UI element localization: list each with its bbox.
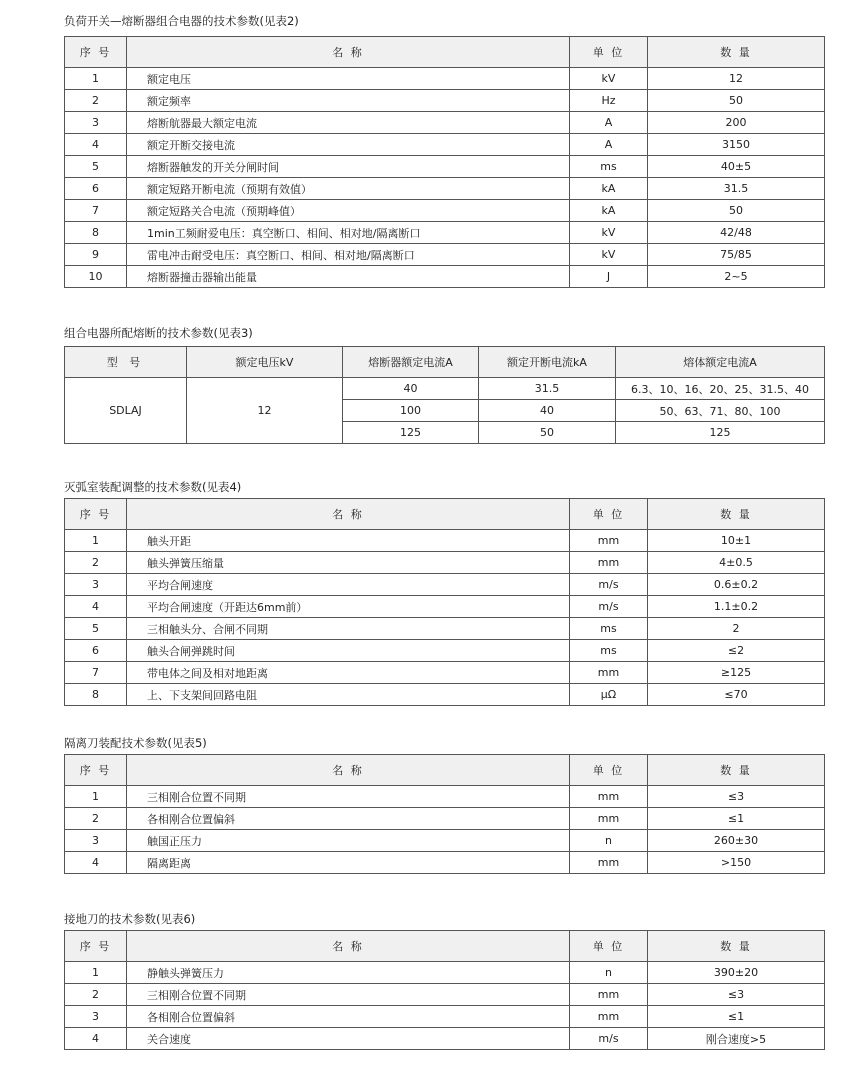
table-row — [65, 530, 825, 552]
unit-cell: m/s — [570, 574, 648, 596]
table-row — [65, 244, 825, 266]
value-cell: ≤70 — [648, 684, 825, 706]
seq-cell: 4 — [65, 134, 127, 156]
unit-cell: mm — [570, 1006, 648, 1028]
name-cell: 额定短路关合电流（预期峰值） — [127, 200, 570, 222]
value-cell: 50 — [648, 200, 825, 222]
value-cell: 0.6±0.2 — [648, 574, 825, 596]
header-melt-rated-current: 熔体额定电流A — [616, 347, 825, 378]
table5-section — [64, 736, 824, 874]
unit-cell: A — [570, 134, 648, 156]
table-row — [65, 112, 825, 134]
header-value: 数 量 — [648, 37, 825, 68]
value-cell: 刚合速度>5 — [648, 1028, 825, 1050]
header-seq: 序 号 — [65, 37, 127, 68]
table-row — [65, 90, 825, 112]
rated-voltage-cell: 12 — [187, 378, 343, 444]
unit-cell: n — [570, 962, 648, 984]
melt-rated-current-cell: 6.3、10、16、20、25、31.5、40 — [616, 378, 825, 400]
table-row — [65, 1006, 825, 1028]
table2-section — [64, 14, 824, 288]
name-cell: 关合速度 — [127, 1028, 570, 1050]
table-row — [65, 574, 825, 596]
fuse-rated-current-cell: 125 — [343, 422, 479, 444]
unit-cell: mm — [570, 808, 648, 830]
value-cell: ≤3 — [648, 984, 825, 1006]
seq-cell: 1 — [65, 962, 127, 984]
header-seq: 序 号 — [65, 931, 127, 962]
fuse-rated-current-cell: 40 — [343, 378, 479, 400]
seq-cell: 1 — [65, 68, 127, 90]
table-row — [65, 786, 825, 808]
seq-cell: 5 — [65, 156, 127, 178]
melt-rated-current-cell: 125 — [616, 422, 825, 444]
seq-cell: 2 — [65, 90, 127, 112]
value-cell: 200 — [648, 112, 825, 134]
name-cell: 触头弹簧压缩量 — [127, 552, 570, 574]
table-row — [65, 156, 825, 178]
value-cell: 50 — [648, 90, 825, 112]
seq-cell: 3 — [65, 1006, 127, 1028]
unit-cell: n — [570, 830, 648, 852]
name-cell: 额定电压 — [127, 68, 570, 90]
value-cell: 10±1 — [648, 530, 825, 552]
name-cell: 平均合闸速度（开距达6mm前） — [127, 596, 570, 618]
value-cell: >150 — [648, 852, 825, 874]
name-cell: 带电体之间及相对地距离 — [127, 662, 570, 684]
table6-section — [64, 912, 824, 1050]
seq-cell: 4 — [65, 852, 127, 874]
table-header-row — [65, 37, 825, 68]
fuse-rated-current-cell: 100 — [343, 400, 479, 422]
seq-cell: 1 — [65, 786, 127, 808]
seq-cell: 4 — [65, 596, 127, 618]
name-cell: 三相刚合位置不同期 — [127, 984, 570, 1006]
unit-cell: Hz — [570, 90, 648, 112]
name-cell: 额定开断交接电流 — [127, 134, 570, 156]
unit-cell: m/s — [570, 1028, 648, 1050]
name-cell: 三相刚合位置不同期 — [127, 786, 570, 808]
value-cell: ≤3 — [648, 786, 825, 808]
table-row — [65, 852, 825, 874]
table4-section — [64, 480, 824, 706]
table-row — [65, 684, 825, 706]
value-cell: ≥125 — [648, 662, 825, 684]
unit-cell: kA — [570, 200, 648, 222]
seq-cell: 9 — [65, 244, 127, 266]
unit-cell: ms — [570, 618, 648, 640]
table-row — [65, 808, 825, 830]
table3-caption: 组合电器所配熔断的技术参数(见表3) — [64, 326, 253, 340]
name-cell: 各相刚合位置偏斜 — [127, 808, 570, 830]
table3 — [64, 346, 825, 444]
seq-cell: 2 — [65, 552, 127, 574]
header-model: 型 号 — [65, 347, 187, 378]
header-value: 数 量 — [648, 931, 825, 962]
value-cell: 75/85 — [648, 244, 825, 266]
seq-cell: 10 — [65, 266, 127, 288]
header-rated-breaking-current: 额定开断电流kA — [479, 347, 616, 378]
rated-breaking-current-cell: 50 — [479, 422, 616, 444]
name-cell: 熔断器触发的开关分闸时间 — [127, 156, 570, 178]
table4-caption: 灭弧室装配调整的技术参数(见表4) — [64, 480, 242, 494]
seq-cell: 6 — [65, 640, 127, 662]
melt-rated-current-cell: 50、63、71、80、100 — [616, 400, 825, 422]
seq-cell: 3 — [65, 112, 127, 134]
header-unit: 单 位 — [570, 499, 648, 530]
unit-cell: mm — [570, 984, 648, 1006]
seq-cell: 8 — [65, 222, 127, 244]
table-row — [65, 68, 825, 90]
name-cell: 触头合闸弹跳时间 — [127, 640, 570, 662]
unit-cell: kV — [570, 68, 648, 90]
header-name: 名 称 — [127, 37, 570, 68]
table-row — [65, 178, 825, 200]
unit-cell: ms — [570, 640, 648, 662]
rated-breaking-current-cell: 31.5 — [479, 378, 616, 400]
rated-breaking-current-cell: 40 — [479, 400, 616, 422]
name-cell: 1min工频耐爱电压：真空断口、相间、相对地/隔离断口 — [127, 222, 570, 244]
unit-cell: kA — [570, 178, 648, 200]
unit-cell: mm — [570, 662, 648, 684]
table5 — [64, 754, 825, 874]
value-cell: 31.5 — [648, 178, 825, 200]
table-header-row — [65, 347, 825, 378]
unit-cell: kV — [570, 244, 648, 266]
seq-cell: 2 — [65, 984, 127, 1006]
table-row — [65, 618, 825, 640]
table-row — [65, 222, 825, 244]
unit-cell: m/s — [570, 596, 648, 618]
name-cell: 熔断器撞击器输出能量 — [127, 266, 570, 288]
name-cell: 平均合闸速度 — [127, 574, 570, 596]
table-row — [65, 640, 825, 662]
seq-cell: 8 — [65, 684, 127, 706]
table-row — [65, 830, 825, 852]
value-cell: ≤1 — [648, 808, 825, 830]
table-header-row — [65, 931, 825, 962]
header-value: 数 量 — [648, 755, 825, 786]
table3-section — [64, 326, 824, 444]
seq-cell: 2 — [65, 808, 127, 830]
table2-caption: 负荷开关—熔断器组合电器的技术参数(见表2) — [64, 14, 299, 28]
unit-cell: ms — [570, 156, 648, 178]
table-row — [65, 596, 825, 618]
table-row — [65, 378, 825, 400]
table-row — [65, 662, 825, 684]
value-cell: 260±30 — [648, 830, 825, 852]
name-cell: 熔断航器最大额定电流 — [127, 112, 570, 134]
header-seq: 序 号 — [65, 499, 127, 530]
unit-cell: μΩ — [570, 684, 648, 706]
seq-cell: 7 — [65, 662, 127, 684]
value-cell: 42/48 — [648, 222, 825, 244]
name-cell: 三相触头分、合闸不同期 — [127, 618, 570, 640]
table2 — [64, 36, 825, 288]
table-header-row — [65, 499, 825, 530]
seq-cell: 1 — [65, 530, 127, 552]
seq-cell: 6 — [65, 178, 127, 200]
seq-cell: 7 — [65, 200, 127, 222]
table-row — [65, 552, 825, 574]
table-row — [65, 1028, 825, 1050]
name-cell: 隔离距离 — [127, 852, 570, 874]
table-row — [65, 200, 825, 222]
header-seq: 序 号 — [65, 755, 127, 786]
value-cell: 3150 — [648, 134, 825, 156]
table6-caption: 接地刀的技术参数(见表6) — [64, 912, 196, 926]
header-fuse-rated-current: 熔断器额定电流A — [343, 347, 479, 378]
seq-cell: 5 — [65, 618, 127, 640]
unit-cell: J — [570, 266, 648, 288]
name-cell: 各相刚合位置偏斜 — [127, 1006, 570, 1028]
value-cell: 4±0.5 — [648, 552, 825, 574]
header-name: 名 称 — [127, 499, 570, 530]
table6 — [64, 930, 825, 1050]
table5-caption: 隔离刀装配技术参数(见表5) — [64, 736, 207, 750]
unit-cell: A — [570, 112, 648, 134]
name-cell: 静触头弹簧压力 — [127, 962, 570, 984]
table4 — [64, 498, 825, 706]
value-cell: 2~5 — [648, 266, 825, 288]
name-cell: 触头开距 — [127, 530, 570, 552]
table-row — [65, 984, 825, 1006]
model-cell: SDLAJ — [65, 378, 187, 444]
header-unit: 单 位 — [570, 931, 648, 962]
header-rated-voltage: 额定电压kV — [187, 347, 343, 378]
seq-cell: 3 — [65, 830, 127, 852]
unit-cell: mm — [570, 552, 648, 574]
name-cell: 雷电冲击耐受电压：真空断口、相间、相对地/隔离断口 — [127, 244, 570, 266]
name-cell: 触国正压力 — [127, 830, 570, 852]
table-row — [65, 962, 825, 984]
table-header-row — [65, 755, 825, 786]
header-unit: 单 位 — [570, 37, 648, 68]
name-cell: 额定短路开断电流（预期有效值） — [127, 178, 570, 200]
value-cell: ≤1 — [648, 1006, 825, 1028]
table-row — [65, 266, 825, 288]
value-cell: 2 — [648, 618, 825, 640]
header-name: 名 称 — [127, 931, 570, 962]
value-cell: 1.1±0.2 — [648, 596, 825, 618]
unit-cell: mm — [570, 530, 648, 552]
unit-cell: kV — [570, 222, 648, 244]
unit-cell: mm — [570, 852, 648, 874]
name-cell: 上、下支架间回路电阻 — [127, 684, 570, 706]
header-name: 名 称 — [127, 755, 570, 786]
value-cell: 12 — [648, 68, 825, 90]
header-unit: 单 位 — [570, 755, 648, 786]
header-value: 数 量 — [648, 499, 825, 530]
value-cell: 390±20 — [648, 962, 825, 984]
seq-cell: 3 — [65, 574, 127, 596]
table-row — [65, 134, 825, 156]
value-cell: ≤2 — [648, 640, 825, 662]
name-cell: 额定频率 — [127, 90, 570, 112]
unit-cell: mm — [570, 786, 648, 808]
value-cell: 40±5 — [648, 156, 825, 178]
seq-cell: 4 — [65, 1028, 127, 1050]
